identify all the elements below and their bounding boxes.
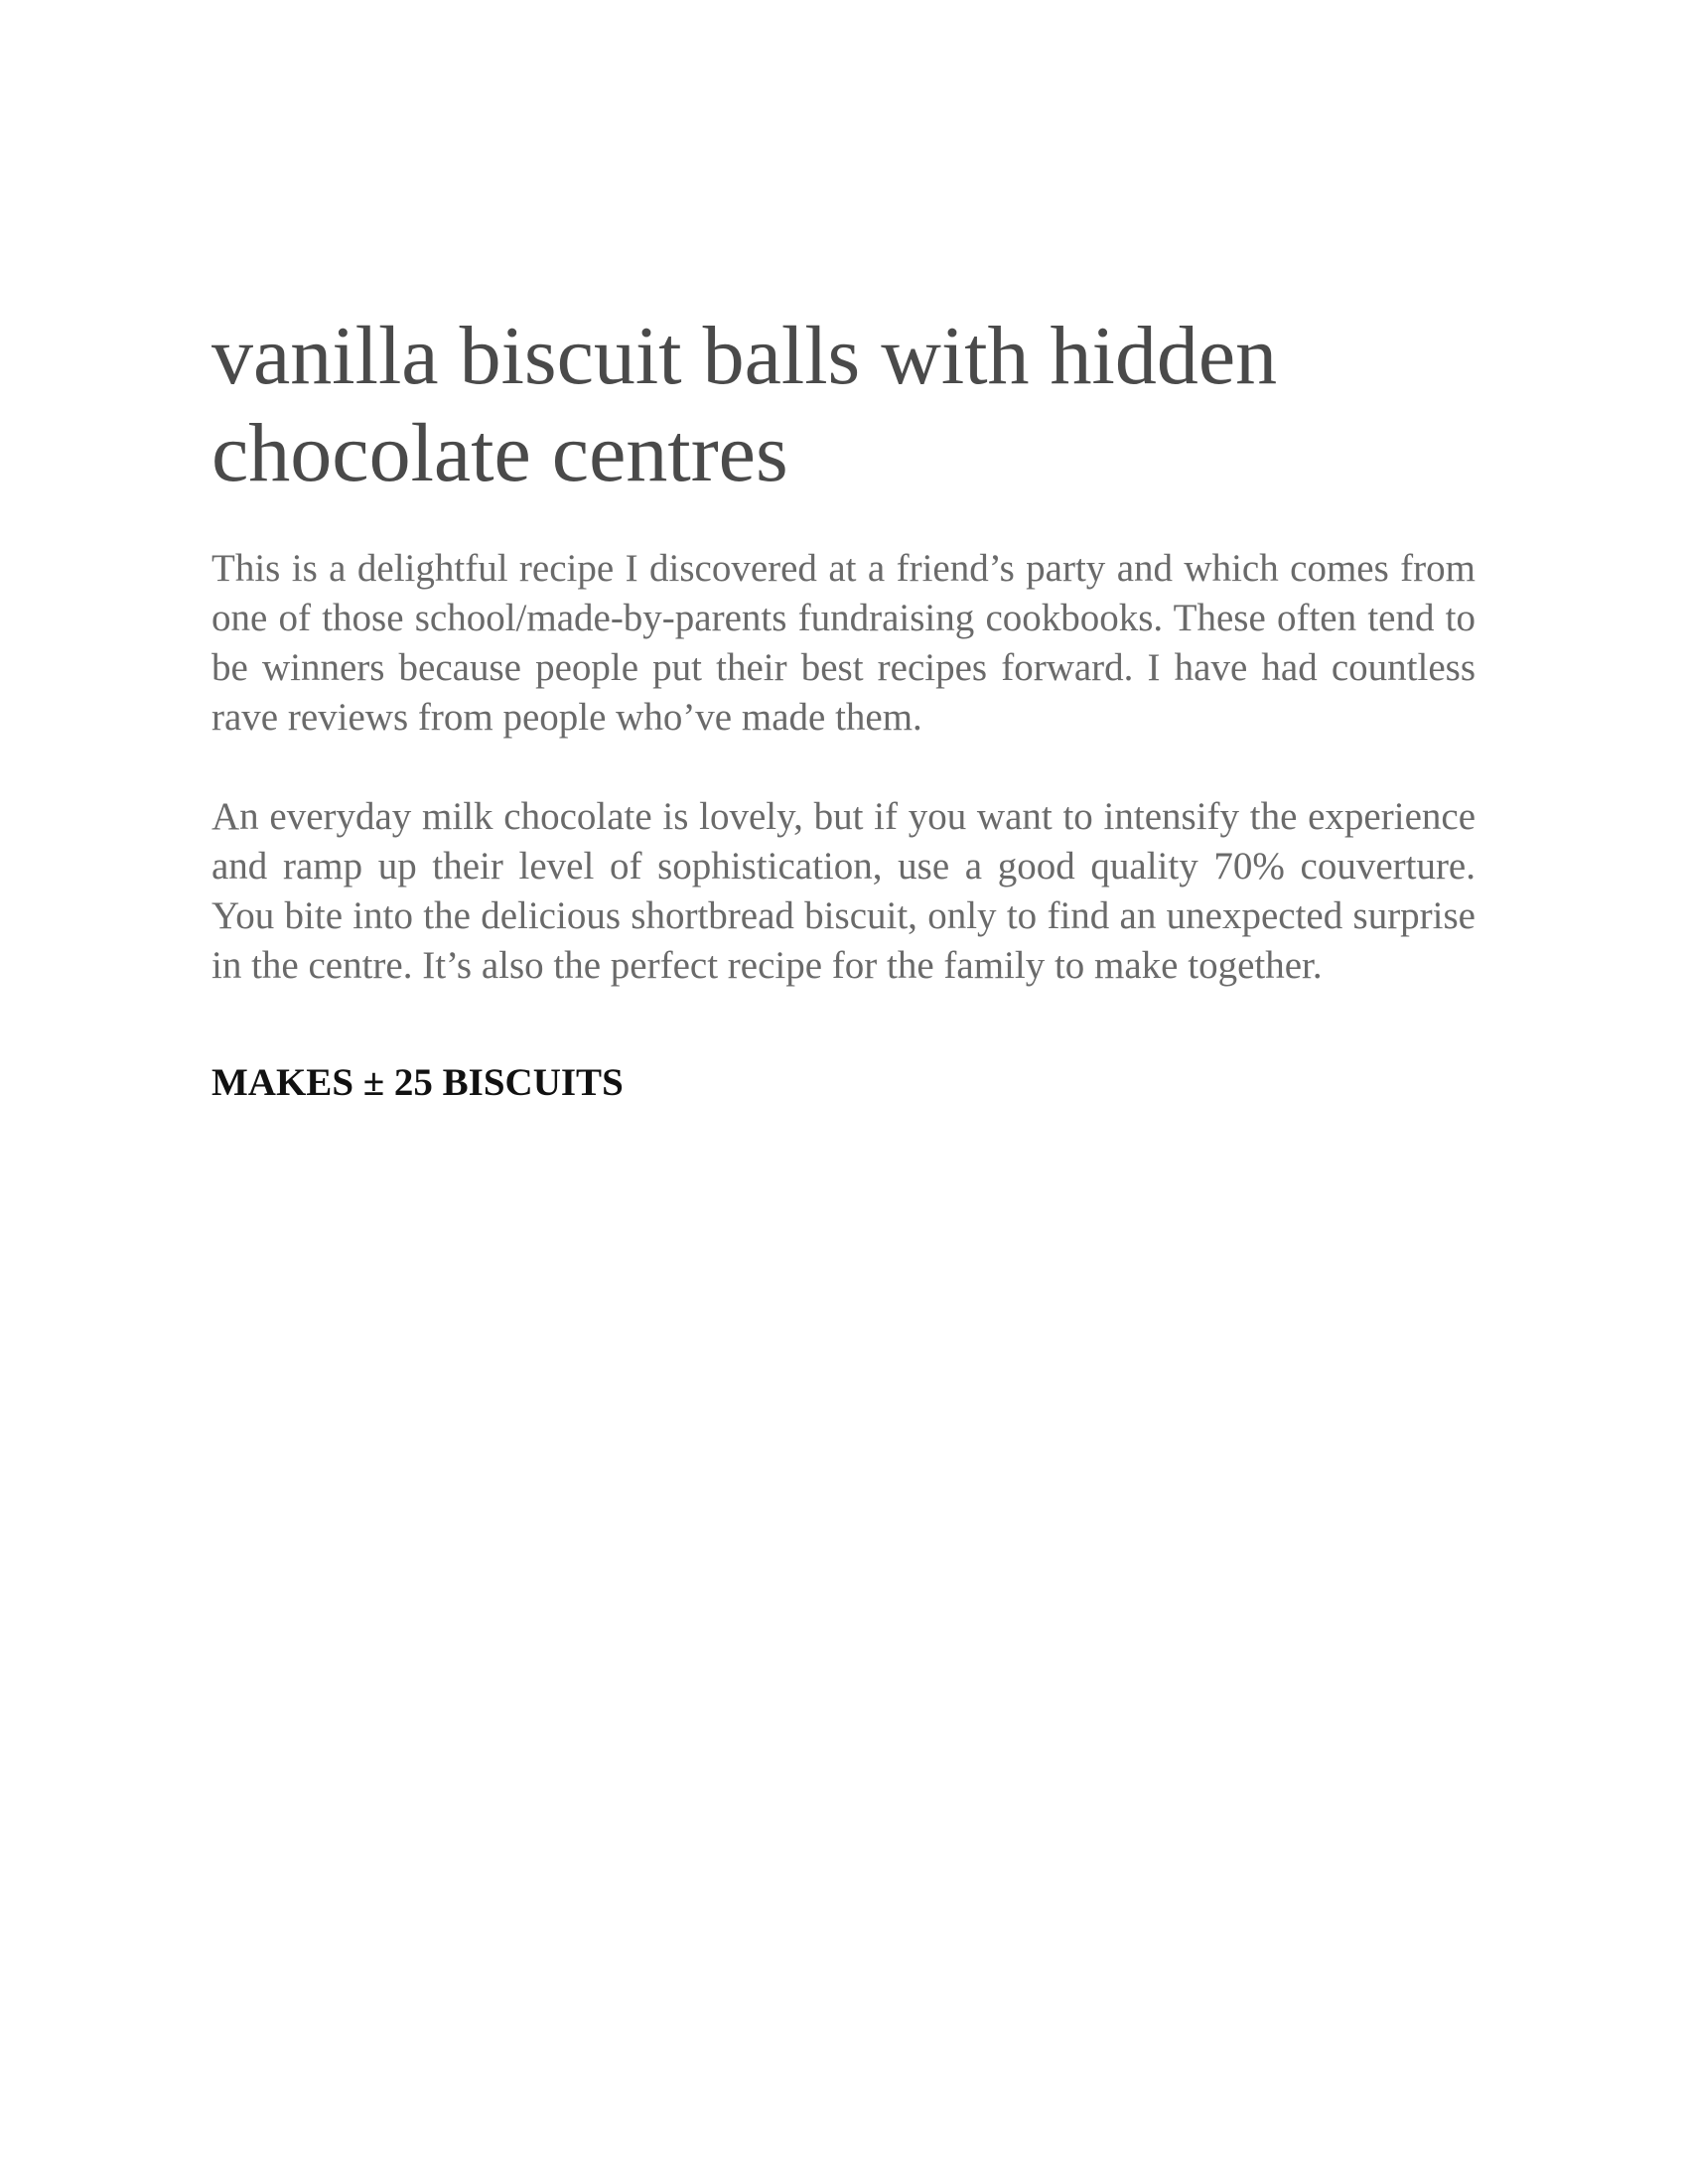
recipe-page <box>211 308 1476 1108</box>
recipe-yield: MAKES ± 25 BISCUITS <box>211 1061 624 1104</box>
recipe-title: vanilla biscuit balls with hidden chocolate centres <box>211 310 1278 499</box>
intro-paragraph-2: An everyday milk chocolate is lovely, but if you want to intensify the experience and ramp up their level of sophistication, use a good quality 70% couverture. You bite into the delicious shortbread biscuit, only to find an unexpected surprise in the centre. It’s also the perfect recipe for the family to make together. <box>211 795 1476 987</box>
intro-paragraph-1: This is a delightful recipe I discovered at a friend’s party and which comes from one of those school/made-by-parents fundraising cookbooks. These often tend to be winners because people put their best recipes forward. I have had countless rave reviews from people who’ve made them. <box>211 547 1476 739</box>
